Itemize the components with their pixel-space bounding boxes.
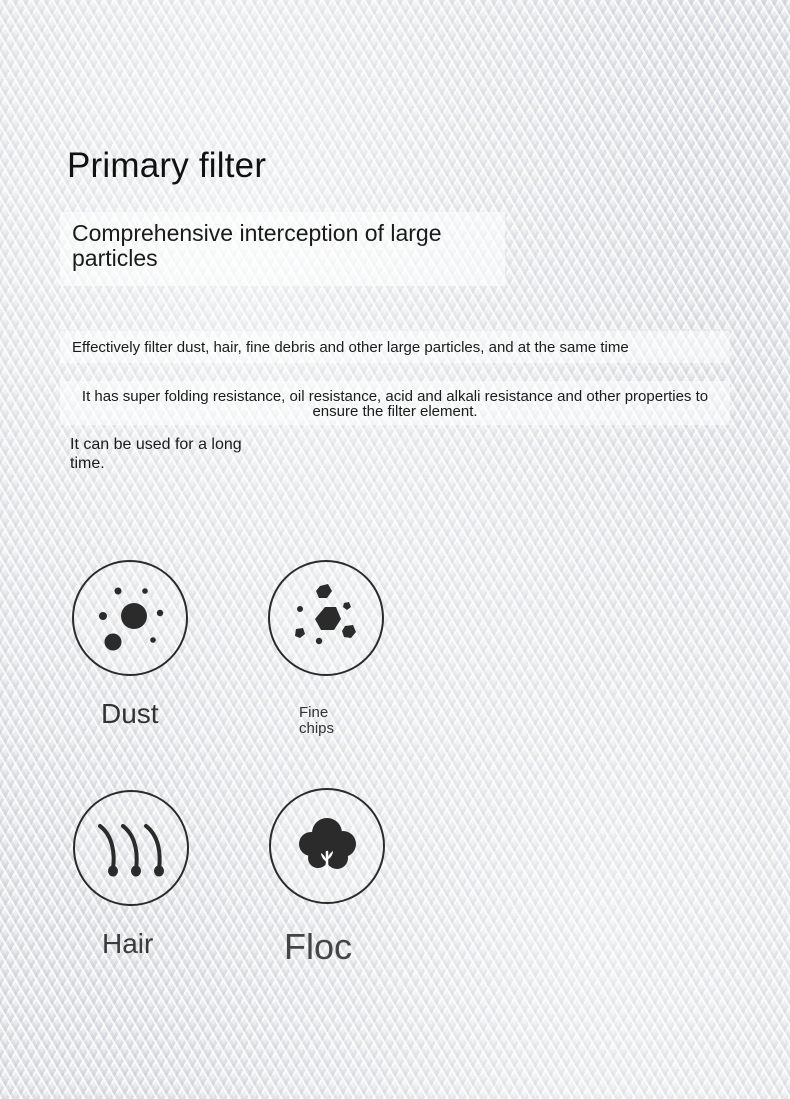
dust-label: Dust — [101, 698, 159, 729]
description-line-2: It has super folding resistance, oil resistance, acid and alkali resistance and other properties to ensure the filter element. — [81, 388, 709, 420]
dust-icon — [72, 560, 188, 676]
floc-label: Floc — [284, 926, 353, 967]
floc-icon — [269, 788, 385, 904]
hair-label: Hair — [102, 928, 154, 959]
description-line-3: It can be used for a long time. — [70, 436, 242, 472]
subtitle: Comprehensive interception of large particles — [72, 220, 442, 271]
hair-icon — [73, 790, 189, 906]
fine-chips-label: Fine chips — [299, 704, 335, 737]
description-line-1: Effectively filter dust, hair, fine debris and other large particles, and at the same time — [72, 339, 629, 356]
page-title: Primary filter — [67, 146, 267, 185]
fine-chips-icon — [268, 560, 384, 676]
